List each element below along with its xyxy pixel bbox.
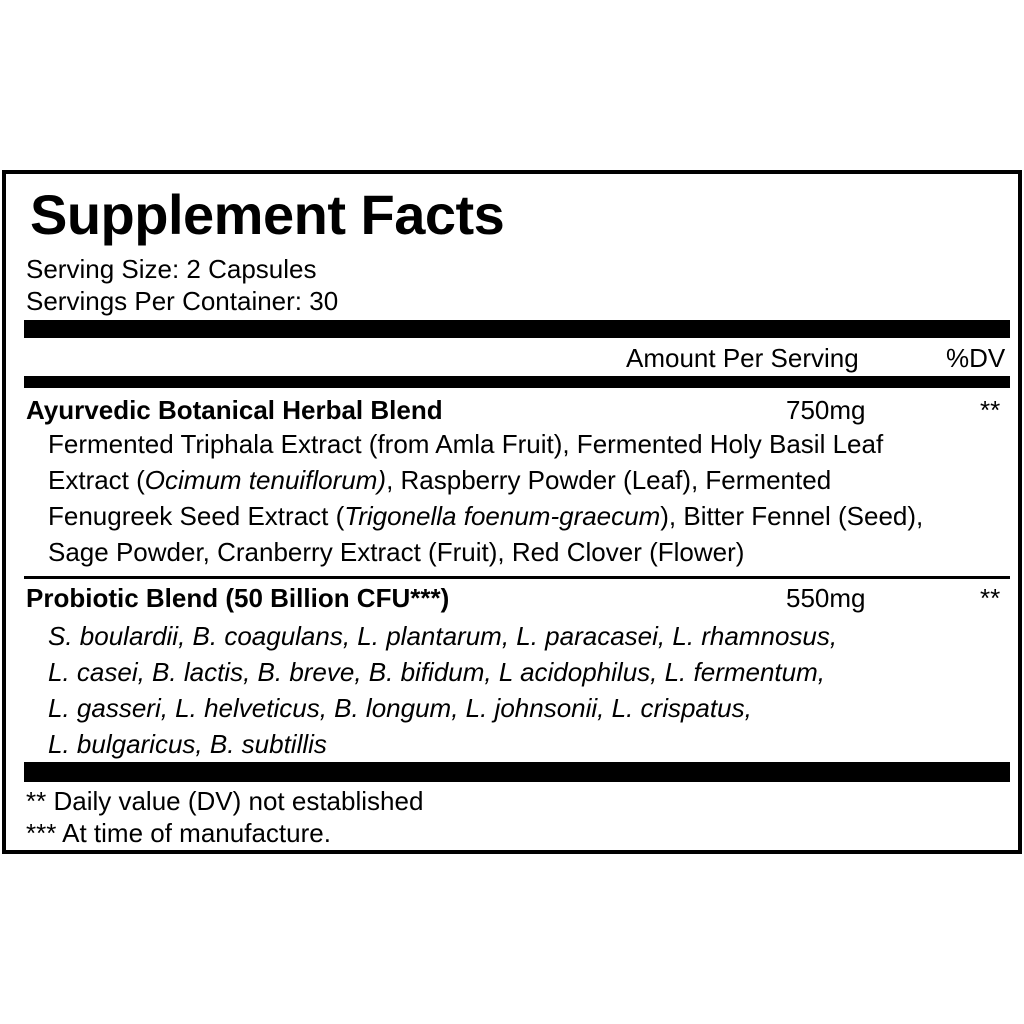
ingredient-text: , Raspberry Powder (Leaf), Fermented [386, 465, 832, 495]
ingredient-text: Fermented Triphala Extract (from Amla Fruit), Fermented Holy Basil Leaf [48, 429, 884, 459]
ingredient-line [48, 498, 1008, 534]
divider-medium [24, 376, 1010, 388]
divider-thin [24, 576, 1010, 579]
probiotic-strains [48, 618, 1008, 762]
daily-value-header: %DV [946, 343, 1006, 373]
strain-line: L. gasseri, L. helveticus, B. longum, L. johnsonii, L. crispatus, [48, 693, 752, 723]
servings-per-container: Servings Per Container: 30 [26, 286, 339, 316]
ingredient-text: Fenugreek Seed Extract ( [48, 501, 345, 531]
strain-line: L. bulgaricus, B. subtillis [48, 729, 327, 759]
ingredient-text: Extract ( [48, 465, 145, 495]
panel-title: Supplement Facts [30, 183, 505, 246]
strain-line: L. casei, B. lactis, B. breve, B. bifidum, L acidophilus, L. fermentum, [48, 657, 825, 687]
ingredient-line [48, 534, 1008, 570]
blend-ingredients [48, 426, 1008, 570]
blend-amount: 550mg [786, 583, 866, 613]
blend-dv: ** [980, 395, 1001, 425]
divider-thick [24, 762, 1010, 782]
divider-thick [24, 320, 1010, 338]
supplement-facts-panel [2, 170, 1022, 854]
footnote: *** At time of manufacture. [26, 818, 331, 848]
blend-amount: 750mg [786, 395, 866, 425]
ingredient-text: ), Bitter Fennel (Seed), [660, 501, 924, 531]
amount-per-serving-header: Amount Per Serving [626, 343, 859, 373]
ingredient-line [48, 426, 1008, 462]
footnote: ** Daily value (DV) not established [26, 786, 424, 816]
blend-dv: ** [980, 583, 1001, 613]
serving-size: Serving Size: 2 Capsules [26, 254, 317, 284]
ingredient-latin-name: Trigonella foenum-graecum [344, 501, 661, 531]
blend-name: Probiotic Blend (50 Billion CFU***) [26, 583, 450, 613]
ingredient-text: Sage Powder, Cranberry Extract (Fruit), Red Clover (Flower) [48, 537, 745, 567]
ingredient-latin-name: Ocimum tenuiflorum) [144, 465, 387, 495]
strain-line: S. boulardii, B. coagulans, L. plantarum, L. paracasei, L. rhamnosus, [48, 621, 838, 651]
blend-name: Ayurvedic Botanical Herbal Blend [26, 395, 443, 425]
ingredient-line [48, 462, 1008, 498]
